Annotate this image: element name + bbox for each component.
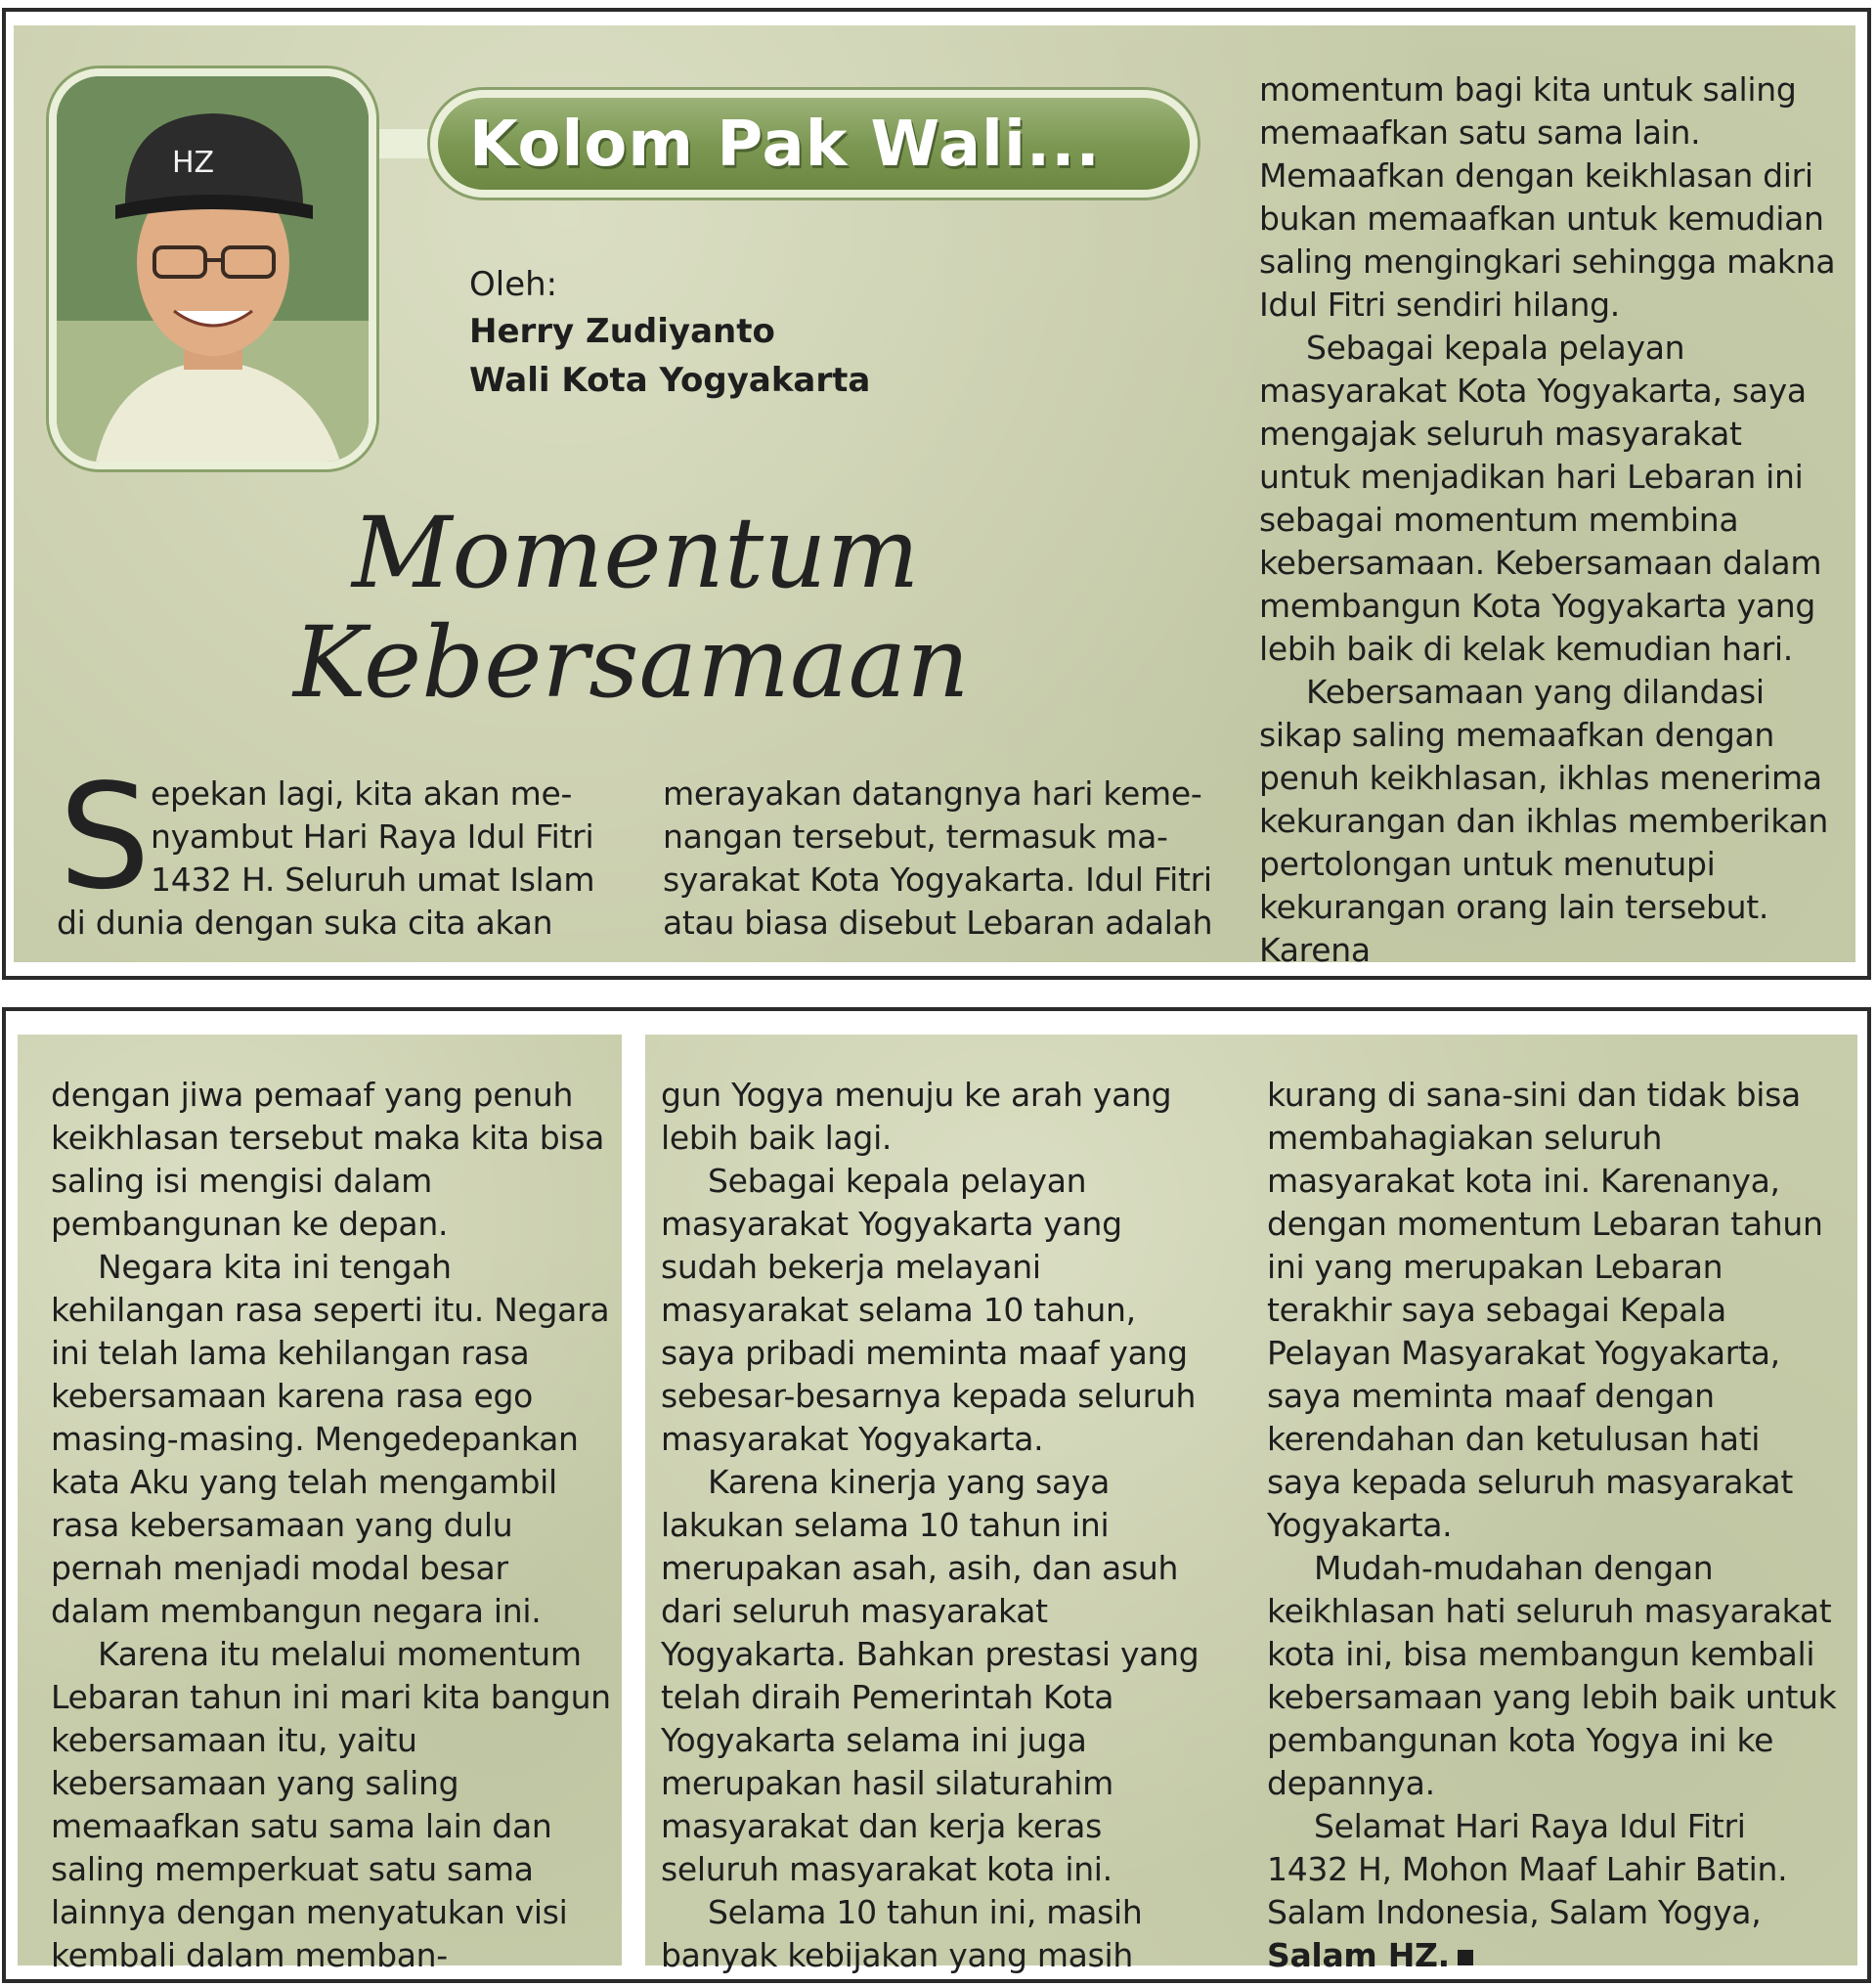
cap-logo-text: HZ <box>172 146 215 180</box>
top-col3-paragraph-2: Sebagai kepala pelayan masyarakat Kota Yogyakarta, saya mengajak seluruh masyarakat untuk menjadikan hari Lebaran ini sebagai momentum membina kebersamaan. Kebersamaan dalam membangun Kota Yogyakarta yang lebih baik di kelak kemudian hari. <box>1259 329 1822 668</box>
author-photo <box>49 68 376 469</box>
bottom-col2-paragraph-4: Selama 10 tahun ini, masih banyak kebijakan yang masih <box>661 1893 1143 1974</box>
top-col3-paragraph-1: momentum bagi kita untuk saling memaafkan satu sama lain. Memaafkan dengan keikhlasan diri bukan memaafkan untuk kemudian saling mengingkari sehingga makna Idul Fitri sendiri hilang. <box>1259 70 1836 324</box>
author-portrait-image <box>57 76 369 462</box>
bottom-col1-paragraph-3: Karena itu melalui momentum Lebaran tahun ini mari kita bangun kebersamaan itu, yaitu kebersamaan yang saling memaafkan satu sama lain dan saling memperkuat satu sama lainnya dengan menyatukan visi kembali dalam memban- <box>51 1635 611 1974</box>
closing-line-1: Selamat Hari Raya Idul Fitri <box>1314 1807 1746 1845</box>
top-col2-line-1: merayakan datangnya hari keme- <box>663 774 1202 813</box>
bottom-col2-paragraph-3: Karena kinerja yang saya lakukan selama 10 tahun ini merupakan asah, asih, dan asuh dari seluruh masyarakat Yogyakarta. Bahkan prestasi yang telah diraih Pemerintah Kota Yogyakarta selama ini juga merupakan hasil silaturahim masyarakat dan kerja keras seluruh masyarakat kota ini. <box>661 1463 1200 1888</box>
headline-line-2: Kebersamaan <box>293 605 970 720</box>
author-name: Herry Zudiyanto <box>469 312 775 351</box>
bottom-col3-paragraph-1: kurang di sana-sini dan tidak bisa membahagiakan seluruh masyarakat kota ini. Karenanya, dengan momentum Lebaran tahun ini yang merupakan Lebaran terakhir saya sebagai Kepala Pelayan Masyarakat Yogyakarta, saya meminta maaf dengan kerendahan dan ketulusan hati saya kepada seluruh masyarakat Yogyakarta. <box>1267 1076 1823 1544</box>
top-col1-tail-line: di dunia dengan suka cita akan <box>57 904 553 942</box>
bottom-col1-paragraph-2: Negara kita ini tengah kehilangan rasa seperti itu. Negara ini telah lama kehilangan rasa kebersamaan karena rasa ego masing-masing. Mengedepankan kata Aku yang telah mengambil rasa kebersamaan yang dulu pernah menjadi modal besar dalam membangun negara ini. <box>51 1248 610 1630</box>
byline-label: Oleh: <box>469 265 558 304</box>
top-col3-paragraph-3: Kebersamaan yang dilandasi sikap saling memaafkan dengan penuh keikhlasan, ikhlas menerima kekurangan dan ikhlas memberikan pertolongan untuk menutupi kekurangan orang lain tersebut. Karena <box>1259 673 1829 969</box>
bottom-col2-paragraph-1: gun Yogya menuju ke arah yang lebih baik lagi. <box>661 1076 1172 1157</box>
top-column-2 <box>663 772 1249 945</box>
signoff-text: Salam HZ. <box>1267 1936 1450 1974</box>
headline-line-1: Momentum <box>352 496 920 610</box>
article-headline <box>293 496 997 720</box>
bottom-column-1 <box>51 1074 614 1977</box>
closing-line-2: 1432 H, Mohon Maaf Lahir Batin. <box>1267 1850 1788 1888</box>
bottom-column-3 <box>1267 1074 1844 1977</box>
closing-line-3: Salam Indonesia, Salam Yogya, <box>1267 1893 1762 1931</box>
top-col1-line-3: 1432 H. Seluruh umat Islam <box>151 861 595 899</box>
bottom-col1-paragraph-1: dengan jiwa pemaaf yang penuh keikhlasan tersebut maka kita bisa saling isi mengisi dalam pembangunan ke depan. <box>51 1076 605 1243</box>
top-col1-line-2: nyambut Hari Raya Idul Fitri <box>151 817 594 856</box>
bottom-col3-paragraph-2: Mudah-mudahan dengan keikhlasan hati seluruh masyarakat kota ini, bisa membangun kembali kebersamaan yang lebih baik untuk pembangunan kota Yogya ini ke depannya. <box>1267 1549 1837 1802</box>
top-col2-line-3: syarakat Kota Yogyakarta. Idul Fitri <box>663 861 1212 899</box>
top-column-3 <box>1259 68 1836 972</box>
author-role: Wali Kota Yogyakarta <box>469 361 871 400</box>
top-clipping <box>14 25 1855 969</box>
column-title: Kolom Pak Wali... <box>469 109 1101 181</box>
bottom-col2-paragraph-2: Sebagai kepala pelayan masyarakat Yogyakarta yang sudah bekerja melayani masyarakat selama 10 tahun, saya pribadi meminta maaf yang sebesar-besarnya kepada seluruh masyarakat Yogyakarta. <box>661 1162 1197 1458</box>
top-col2-line-4: atau biasa disebut Lebaran adalah <box>663 904 1213 942</box>
drop-cap: S <box>59 753 151 921</box>
top-column-1 <box>151 772 659 902</box>
top-col1-line-1: epekan lagi, kita akan me- <box>151 774 573 813</box>
end-mark-icon <box>1458 1950 1473 1965</box>
top-col2-line-2: nangan tersebut, termasuk ma- <box>663 817 1168 856</box>
bottom-column-2 <box>661 1074 1218 1977</box>
top-column-1-tail <box>57 902 663 945</box>
signoff <box>1267 1934 1844 1977</box>
